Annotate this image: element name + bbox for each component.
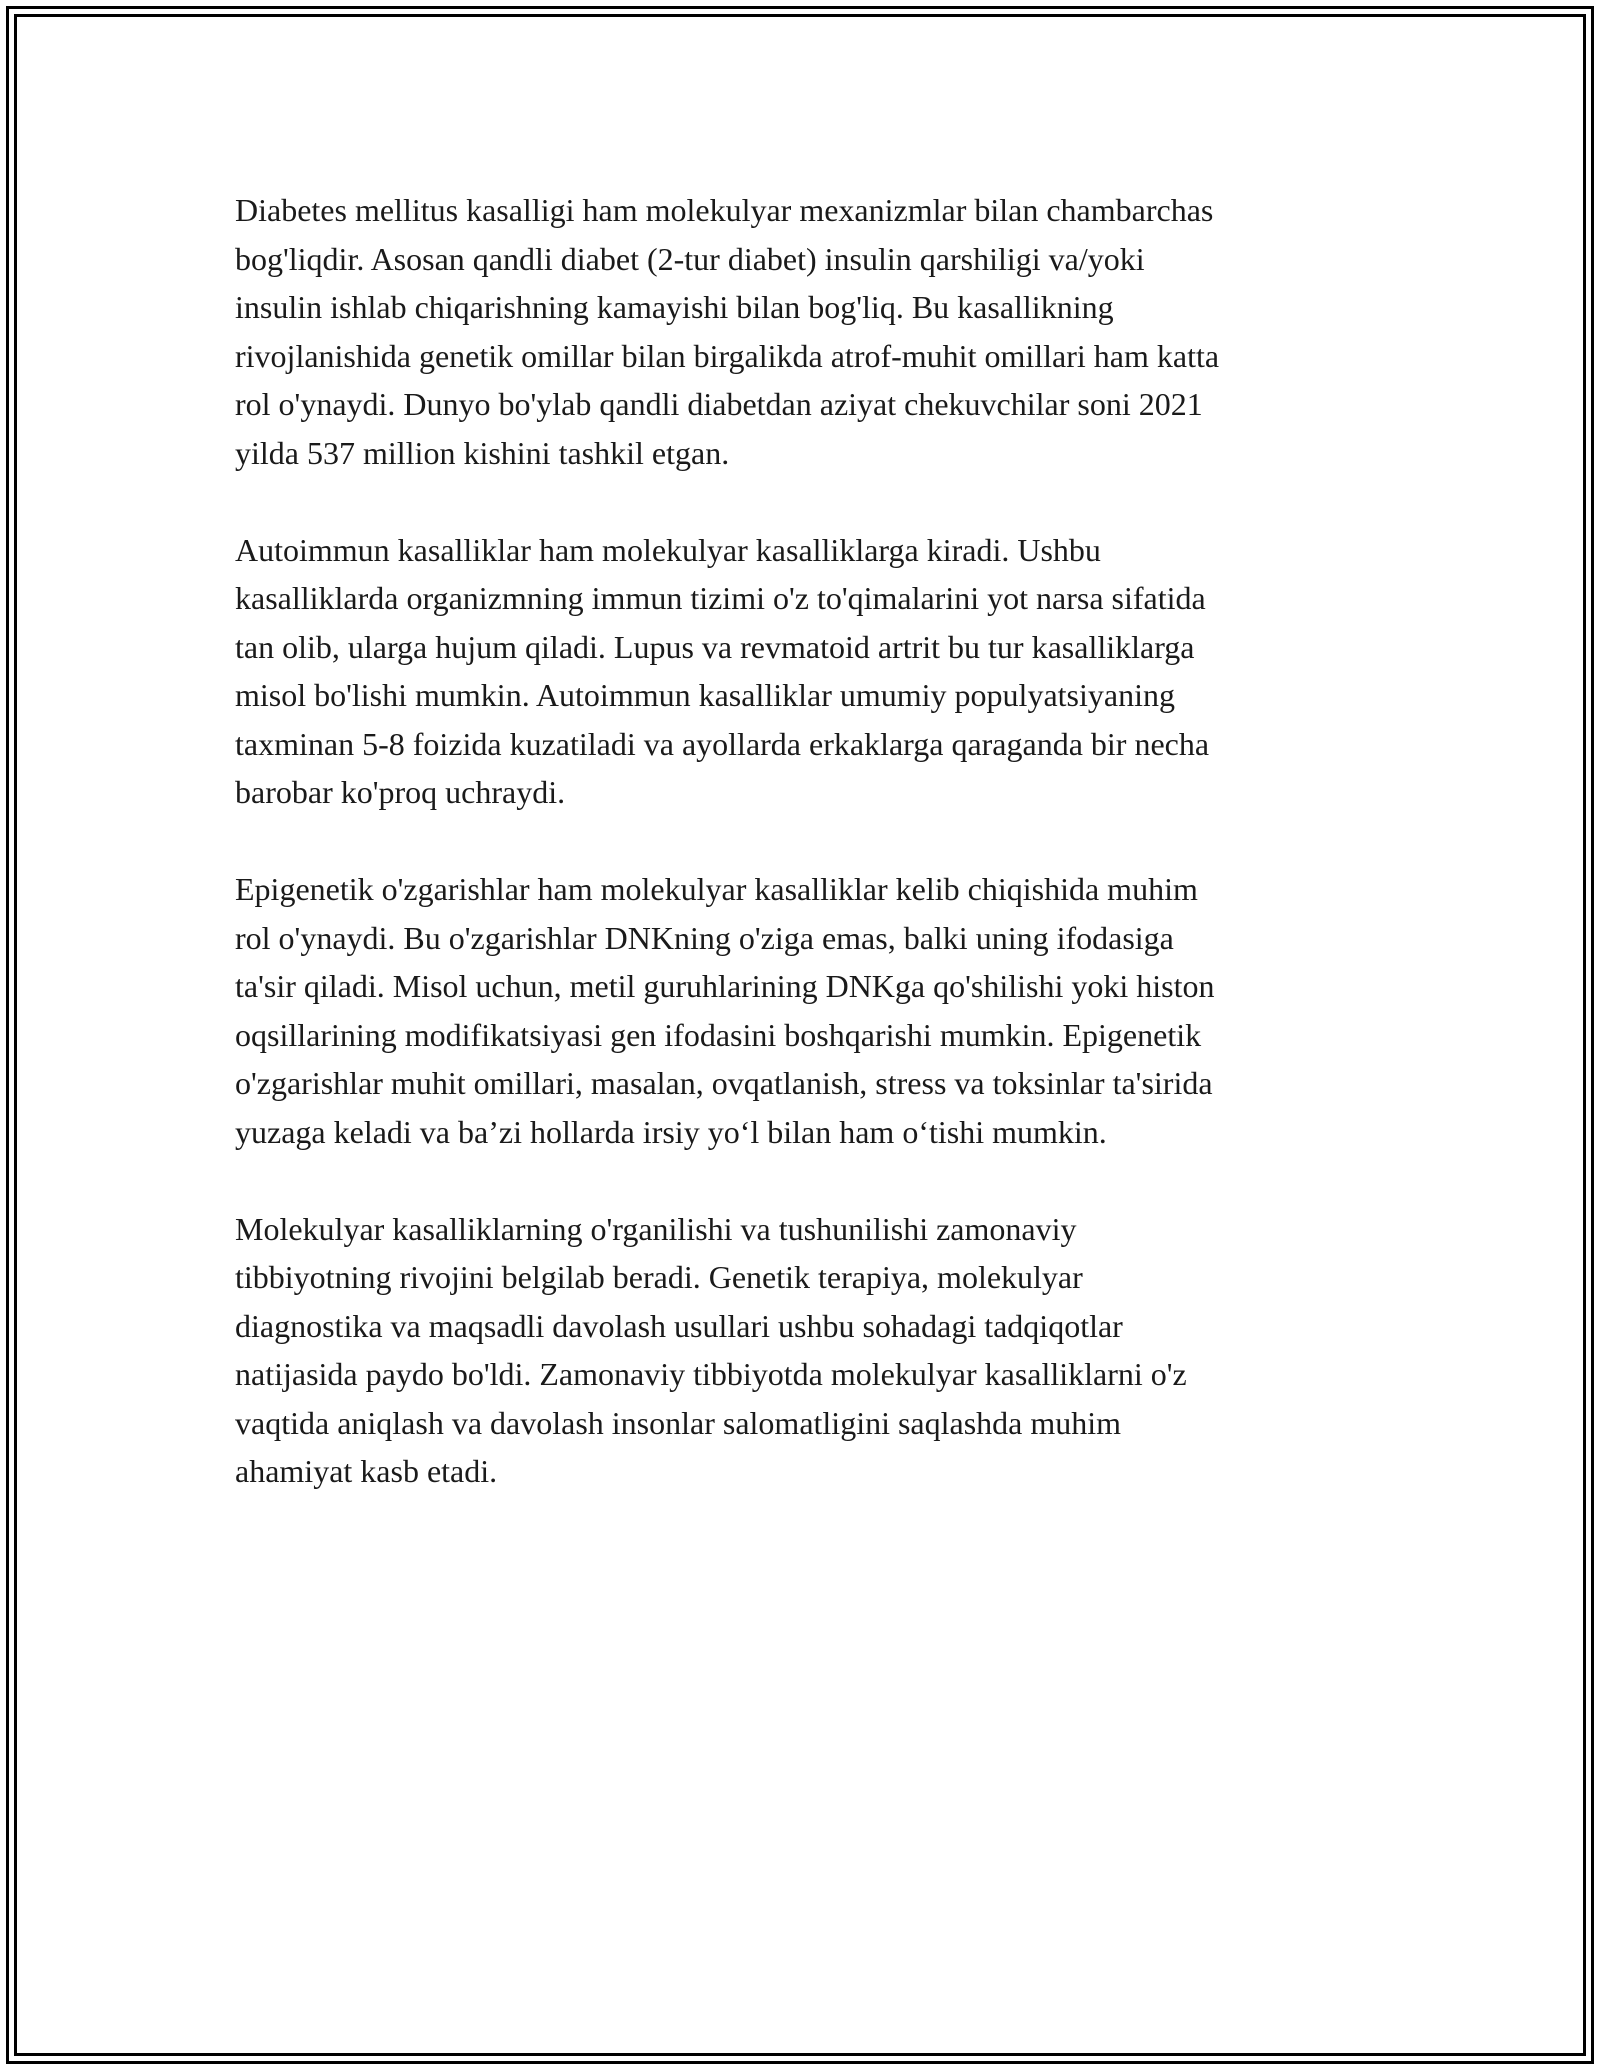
paragraph-autoimmune: Autoimmun kasalliklar ham molekulyar kasalliklarga kiradi. Ushbu kasalliklarda organizmning immun tizimi o'z to'qimalarini yot narsa sifatida tan olib, ularga hujum qiladi. Lupus va revmatoid artrit bu tur kasalliklarga misol bo'lishi mumkin. Autoimmun kasalliklar umumiy populyatsiyaning taxminan 5-8 foizida kuzatiladi va ayollarda erkaklarga qaraganda bir necha barobar ko'proq uchraydi. — [235, 531, 1210, 810]
paragraph-epigenetics: Epigenetik o'zgarishlar ham molekulyar kasalliklar kelib chiqishida muhim rol o'ynaydi. Bu o'zgarishlar DNKning o'ziga emas, balki uning ifodasiga ta'sir qiladi. Misol uchun, metil guruhlarining DNKga qo'shilishi yoki histon oqsillarining modifikatsiyasi gen ifodasini boshqarishi mumkin. Epigenetik o'zgarishlar muhit omillari, masalan, ovqatlanish, stress va toksinlar ta'sirida yuzaga keladi va ba’zi hollarda irsiy yo‘l bilan ham o‘tishi mumkin. — [235, 871, 1215, 1150]
document-body — [235, 186, 1385, 1544]
paragraph-conclusion: Molekulyar kasalliklarning o'rganilishi va tushunilishi zamonaviy tibbiyotning rivojini belgilab beradi. Genetik terapiya, molekulyar diagnostika va maqsadli davolash usullari ushbu sohadagi tadqiqotlar natijasida paydo bo'ldi. Zamonaviy tibbiyotda molekulyar kasalliklarni o'z vaqtida aniqlash va davolash insonlar salomatligini saqlashda muhim ahamiyat kasb etadi. — [235, 1210, 1187, 1489]
paragraph-diabetes: Diabetes mellitus kasalligi ham molekulyar mexanizmlar bilan chambarchas bog'liqdir. Asosan qandli diabet (2-tur diabet) insulin qarshiligi va/yoki insulin ishlab chiqarishning kamayishi bilan bog'liq. Bu kasallikning rivojlanishida genetik omillar bilan birgalikda atrof-muhit omillari ham katta rol o'ynaydi. Dunyo bo'ylab qandli diabetdan aziyat chekuvchilar soni 2021 yilda 537 million kishini tashkil etgan. — [235, 192, 1220, 471]
